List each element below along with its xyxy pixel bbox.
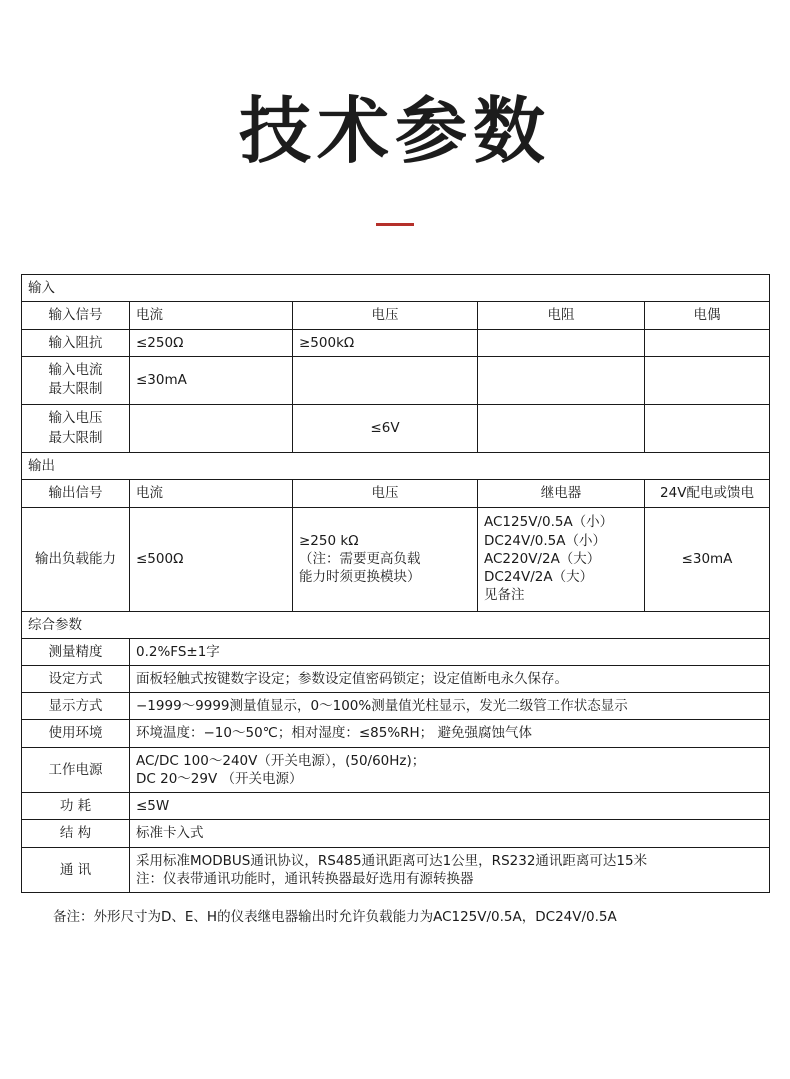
table-row	[22, 793, 770, 820]
table-row	[22, 747, 770, 792]
cell-environment-value: 环境温度：−10～50℃；相对湿度：≤85%RH； 避免强腐蚀气体	[130, 720, 770, 747]
title-divider	[376, 223, 414, 226]
row-label-line2: 最大限制	[48, 429, 103, 446]
cell-power-value	[130, 747, 770, 792]
spec-table-wrap	[21, 274, 769, 893]
cell-input-signal-resistance: 电阻	[478, 302, 645, 329]
table-row	[22, 693, 770, 720]
table-row	[22, 302, 770, 329]
table-row	[22, 638, 770, 665]
table-row	[22, 480, 770, 507]
row-label-power: 工作电源	[22, 747, 130, 792]
row-label-accuracy: 测量精度	[22, 638, 130, 665]
section-output: 输出	[22, 453, 770, 480]
cell-output-signal-current: 电流	[130, 480, 293, 507]
cell-input-signal-current: 电流	[130, 302, 293, 329]
cell-line-1: ≥250 kΩ	[299, 532, 359, 549]
row-label-display: 显示方式	[22, 693, 130, 720]
table-row	[22, 275, 770, 302]
cell-consumption-value: ≤5W	[130, 793, 770, 820]
cell-line-2: DC24V/0.5A（小）	[484, 532, 606, 549]
cell-structure-value: 标准卡入式	[130, 820, 770, 847]
section-input: 输入	[22, 275, 770, 302]
table-row	[22, 720, 770, 747]
cell-line-1: AC125V/0.5A（小）	[484, 514, 614, 531]
cell-output-load-24v: ≤30mA	[645, 507, 770, 611]
cell-input-impedance-thermocouple	[645, 329, 770, 356]
table-row	[22, 453, 770, 480]
table-row	[22, 329, 770, 356]
cell-input-voltage-limit-voltage: ≤6V	[293, 404, 478, 452]
row-label-input-impedance: 输入阻抗	[22, 329, 130, 356]
cell-accuracy-value: 0.2%FS±1字	[130, 638, 770, 665]
spec-page	[0, 89, 790, 1079]
row-label-line2: 最大限制	[48, 381, 103, 398]
table-row	[22, 820, 770, 847]
cell-input-impedance-voltage: ≥500kΩ	[293, 329, 478, 356]
row-label-input-signal: 输入信号	[22, 302, 130, 329]
page-title: 技术参数	[238, 89, 551, 173]
cell-line-1: AC/DC 100～240V（开关电源），(50/60Hz)；	[136, 752, 426, 769]
row-label-communication: 通 讯	[22, 847, 130, 892]
cell-line-2: 注：仪表带通讯功能时，通讯转换器最好选用有源转换器	[136, 870, 474, 887]
cell-line-2: DC 20～29V （开关电源）	[136, 770, 303, 787]
row-label-input-voltage-limit	[22, 404, 130, 452]
table-row	[22, 847, 770, 892]
cell-output-signal-voltage: 电压	[293, 480, 478, 507]
cell-input-current-limit-voltage	[293, 356, 478, 404]
table-row	[22, 611, 770, 638]
row-label-line1: 输入电流	[48, 361, 103, 378]
cell-input-current-limit-resistance	[478, 356, 645, 404]
cell-output-signal-24v: 24V配电或馈电	[645, 480, 770, 507]
table-footnote: 备注：外形尺寸为D、E、H的仪表继电器输出时允许负载能力为AC125V/0.5A，DC24V/0.5A	[53, 908, 617, 925]
cell-output-signal-relay: 继电器	[478, 480, 645, 507]
cell-display-value: −1999～9999测量值显示，0～100%测量值光柱显示，发光二级管工作状态显示	[130, 693, 770, 720]
cell-input-current-limit-thermocouple	[645, 356, 770, 404]
cell-output-load-voltage	[293, 507, 478, 611]
spec-table	[21, 274, 770, 893]
cell-line-1: 采用标准MODBUS通讯协议，RS485通讯距离可达1公里，RS232通讯距离可达15米	[136, 852, 648, 869]
cell-line-3: 能力时须更换模块）	[299, 569, 421, 586]
cell-line-2: （注：需要更高负载	[299, 550, 421, 567]
cell-output-load-relay	[478, 507, 645, 611]
cell-input-current-limit-current: ≤30mA	[130, 356, 293, 404]
row-label-environment: 使用环境	[22, 720, 130, 747]
table-row	[22, 665, 770, 692]
table-row	[22, 507, 770, 611]
row-label-consumption: 功 耗	[22, 793, 130, 820]
row-label-output-load: 输出负载能力	[22, 507, 130, 611]
row-label-line1: 输入电压	[48, 409, 103, 426]
cell-communication-value	[130, 847, 770, 892]
table-row	[22, 404, 770, 452]
table-row	[22, 356, 770, 404]
cell-line-3: AC220V/2A（大）	[484, 550, 601, 567]
cell-input-signal-voltage: 电压	[293, 302, 478, 329]
cell-input-voltage-limit-thermocouple	[645, 404, 770, 452]
cell-input-signal-thermocouple: 电偶	[645, 302, 770, 329]
row-label-output-signal: 输出信号	[22, 480, 130, 507]
row-label-structure: 结 构	[22, 820, 130, 847]
cell-input-voltage-limit-resistance	[478, 404, 645, 452]
cell-output-load-current: ≤500Ω	[130, 507, 293, 611]
row-label-setting: 设定方式	[22, 665, 130, 692]
cell-input-impedance-resistance	[478, 329, 645, 356]
cell-setting-value: 面板轻触式按键数字设定；参数设定值密码锁定；设定值断电永久保存。	[130, 665, 770, 692]
row-label-input-current-limit	[22, 356, 130, 404]
cell-input-impedance-current: ≤250Ω	[130, 329, 293, 356]
cell-input-voltage-limit-current	[130, 404, 293, 452]
cell-line-5: 见备注	[484, 587, 525, 604]
section-general: 综合参数	[22, 611, 770, 638]
cell-line-4: DC24V/2A（大）	[484, 569, 594, 586]
title-divider-wrap	[0, 223, 790, 226]
